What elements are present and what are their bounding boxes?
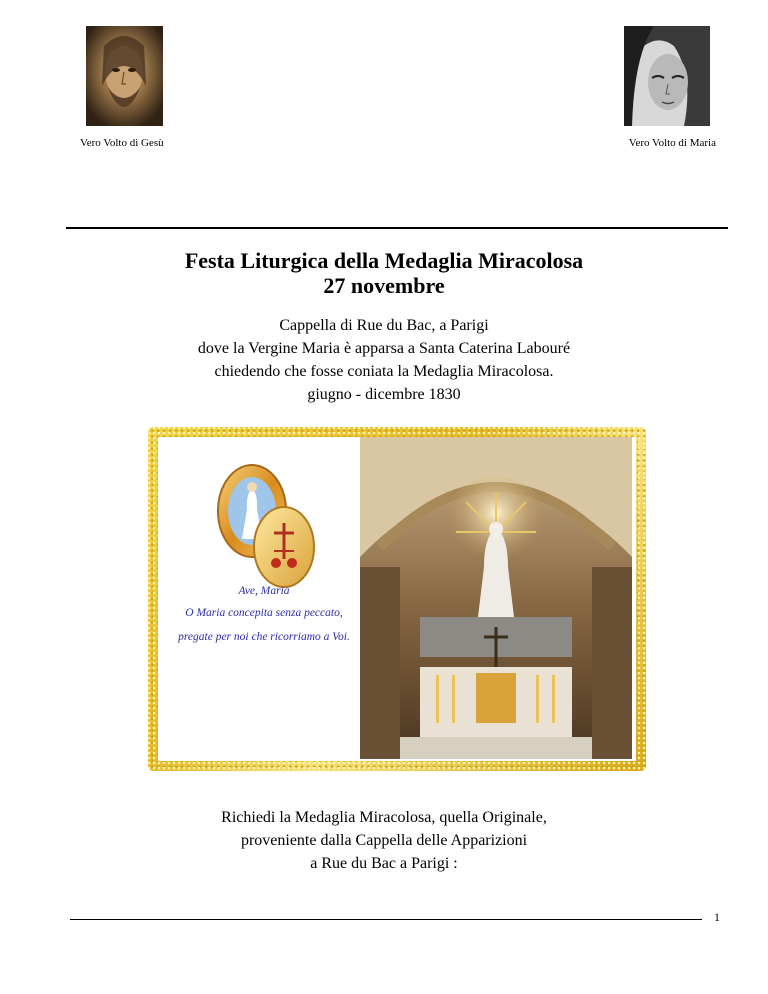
chapel-altar-image [360,437,632,759]
prayer-line: Ave, Maria [238,585,290,597]
closing-line: Richiedi la Medaglia Miracolosa, quella Originale, [221,809,547,826]
prayer-line: pregate per noi che ricorriamo a Voi. [178,631,350,643]
page-number: 1 [714,910,720,924]
closing-line: proveniente dalla Cappella delle Apparizioni [240,832,528,849]
maria-face-image [624,26,710,126]
prayer-line: O Maria concepita senza peccato, [185,607,343,619]
miraculous-medal-image [202,459,322,589]
feast-date: 27 novembre [323,273,445,298]
header-divider [66,227,728,229]
page-title: Festa Liturgica della Medaglia Miracolosa [184,248,584,273]
intro-text [0,314,768,406]
closing-text [0,806,768,875]
intro-line: dove la Vergine Maria è apparsa a Santa Caterina Labouré [197,340,571,357]
intro-line: Cappella di Rue du Bac, a Parigi [279,317,489,334]
maria-caption: Vero Volto di Maria [628,137,716,149]
jesus-face-image [86,26,163,126]
closing-line: a Rue du Bac a Parigi : [310,855,458,872]
intro-line: chiedendo che fosse coniata la Medaglia Miracolosa. [214,363,554,380]
intro-line: giugno - dicembre 1830 [307,386,461,403]
gold-frame [148,427,646,771]
footer-divider [70,919,702,920]
jesus-caption: Vero Volto di Gesù [80,137,164,149]
